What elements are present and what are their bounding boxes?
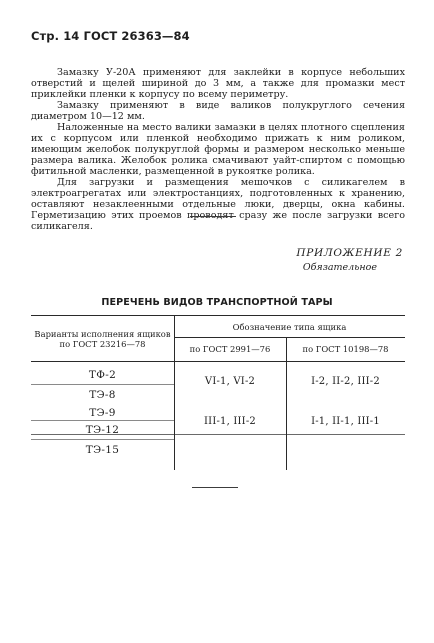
table-title: ПЕРЕЧЕНЬ ВИДОВ ТРАНСПОРТНОЙ ТАРЫ — [101, 297, 333, 308]
table-row-variant: ТЭ-12 — [85, 424, 120, 436]
group-2-gost-10198-value: I-1, II-1, III-1 — [311, 416, 380, 427]
column-group-header: Обозначение типа ящика — [232, 322, 347, 332]
page-number: Стр. 14 — [31, 29, 80, 43]
page-header — [31, 29, 190, 43]
paragraph: Замазку У-20А применяют для заклейки в корпусе небольших отверстий и щелей шириной до 3 мм, а также для промазки мест приклейки пленки к корпусу по всему периметру. — [31, 67, 405, 100]
table-column-rule — [286, 337, 287, 470]
paragraph: Замазку применяют в виде валиков полукруглого сечения диаметром 10—12 мм. — [31, 100, 405, 122]
group-1-gost-10198-value: I-2, II-2, III-2 — [311, 376, 380, 387]
column-header-variant: Варианты исполнения ящиков по ГОСТ 23216—78 — [34, 329, 171, 349]
table-row-rule — [31, 439, 174, 440]
section-divider — [190, 216, 236, 217]
paragraph: Наложенные на место валики замазки в целях плотного сцепления их с корпусом или пленкой необходимо прижать к ним роликом, имеющим желобок полукруглой формы и размером несколько меньше размера валика. Желобок ролика смачивают уайт-спиртом с помощью фитильной масленки, размещенной в рукоятке ролика. — [31, 122, 405, 177]
column-header-gost-10198: по ГОСТ 10198—78 — [302, 344, 389, 354]
table-row-variant: ТЭ-9 — [89, 407, 116, 419]
end-divider — [192, 487, 238, 488]
appendix-title: ПРИЛОЖЕНИЕ 2 — [296, 247, 403, 259]
table-rule — [174, 337, 405, 338]
body-text — [31, 67, 405, 232]
table-row-variant: ТЭ-15 — [85, 444, 120, 456]
table-column-rule — [174, 315, 175, 470]
standard-code: ГОСТ 26363—84 — [83, 29, 190, 43]
table-row-variant: ТФ-2 — [88, 369, 117, 381]
paragraph: Для загрузки и размещения мешочков с силикагелем в электроагрегатах или электростанциях, подготовленных к хранению, оставляют незаклеенными отдельные люки, дверцы, окна кабины. Герметизацию этих проемов проводят сразу же после загрузки всего силикагеля. — [31, 177, 405, 232]
appendix-status: Обязательное — [302, 262, 377, 273]
packaging-table — [31, 315, 405, 470]
column-header-gost-2991: по ГОСТ 2991—76 — [189, 344, 271, 354]
group-2-gost-2991-value: III-1, III-2 — [204, 416, 256, 427]
table-row-rule — [31, 384, 174, 385]
table-rule — [31, 315, 405, 316]
table-row-variant: ТЭ-8 — [89, 389, 116, 401]
group-1-gost-2991-value: VI-1, VI-2 — [204, 376, 256, 387]
table-row-rule — [31, 420, 174, 421]
table-rule — [31, 361, 405, 362]
